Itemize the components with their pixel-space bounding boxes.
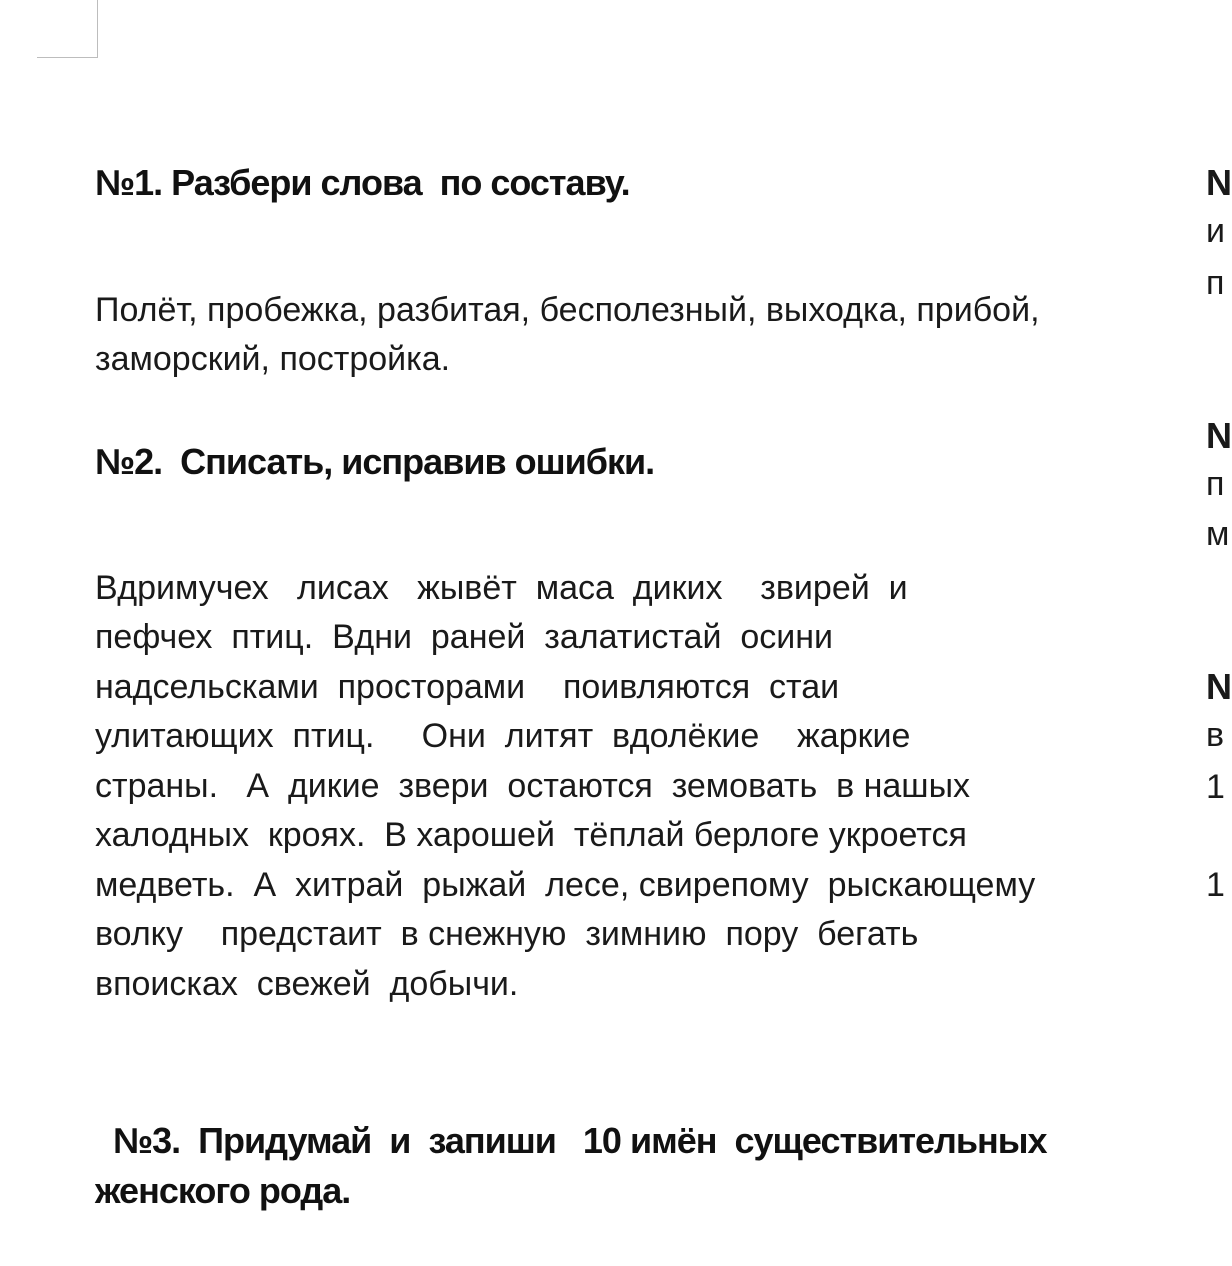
- task2-line: впоисках свежей добычи.: [95, 964, 519, 1003]
- task2-line: медветь. А хитрай рыжай лесе, свирепому рыскающему: [95, 865, 1036, 904]
- task2-line: пефчех птиц. Вдни раней залатистай осини: [95, 618, 834, 656]
- right-column-fragment: N: [1206, 162, 1232, 203]
- right-column-fragment: N: [1206, 666, 1232, 707]
- task2-line: улитающих птиц. Они литят вдолёкие жаркие: [95, 717, 911, 755]
- task1-title: №1. Разбери слова по составу.: [95, 162, 630, 203]
- task1-text: [95, 236, 1040, 434]
- right-column-fragment: п: [1206, 264, 1225, 302]
- task1-line: заморский, постройка.: [95, 340, 451, 378]
- right-column-fragment: 1: [1206, 866, 1225, 904]
- task1-line: Полёт, пробежка, разбитая, бесполезный, выходка, прибой,: [95, 290, 1040, 329]
- task2-line: халодных кроях. В харошей тёплай берлоге укроется: [95, 816, 967, 854]
- task2-line: страны. А дикие звери остаются земовать в нашых: [95, 766, 971, 805]
- task2-line: Вдримучех лисах жывёт маса диких звирей и: [95, 568, 908, 607]
- right-column-fragment: м: [1206, 515, 1230, 553]
- right-column-fragment: 1: [1206, 768, 1225, 806]
- task2-text: [95, 514, 1035, 1059]
- right-column-fragment: в: [1206, 716, 1225, 754]
- right-column-fragment: и: [1206, 212, 1225, 250]
- right-column-fragment: N: [1206, 415, 1232, 456]
- task2-title: №2. Списать, исправив ошибки.: [95, 441, 655, 482]
- task3-line: женского рода.: [95, 1170, 351, 1211]
- page-corner-mark: [37, 0, 98, 58]
- right-column-fragment: п: [1206, 465, 1225, 503]
- task2-line: надсельсками просторами поивляются стаи: [95, 667, 840, 706]
- task2-line: волку предстаит в снежную зимнию пору бегать: [95, 915, 919, 953]
- task3-title: [95, 1066, 1047, 1266]
- task3-line: №3. Придумай и запиши 10 имён существительных: [95, 1120, 1047, 1161]
